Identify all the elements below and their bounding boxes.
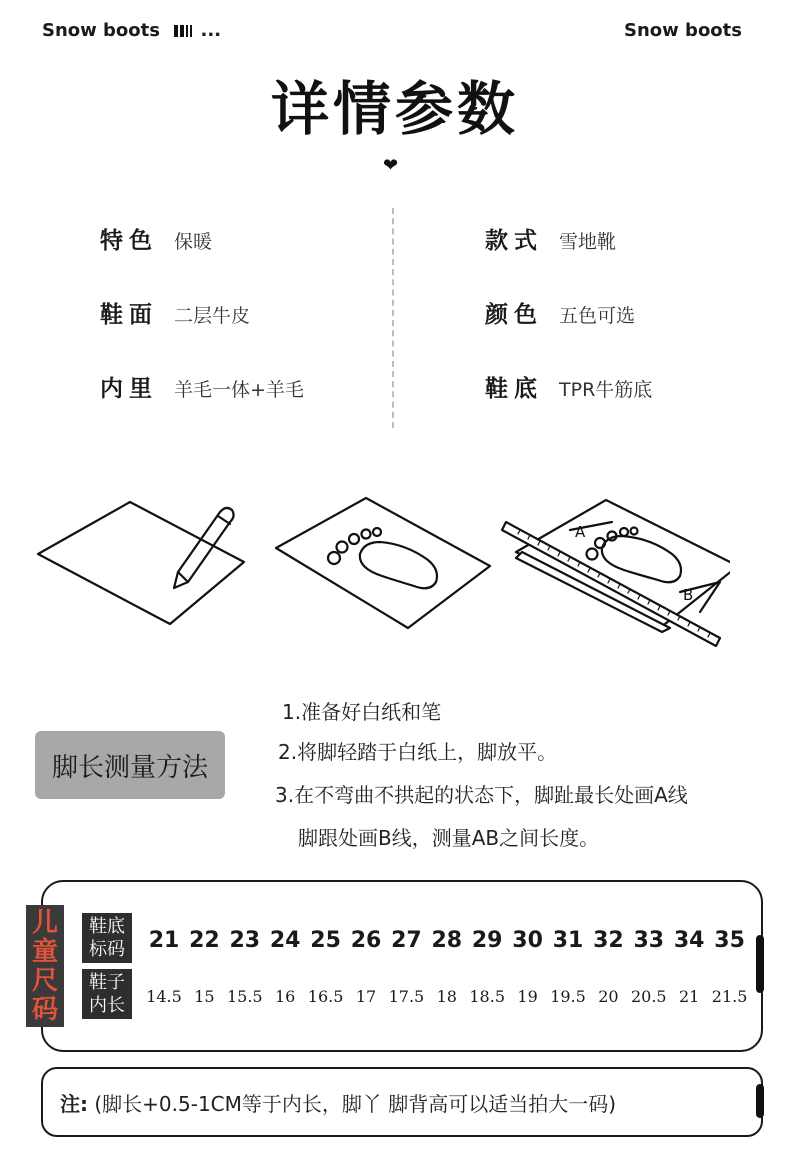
method-title-box: 脚长测量方法 [35,731,225,799]
inner-length-cell: 17 [355,987,377,1006]
param-feature [100,222,212,255]
size-code-cell: 23 [229,928,261,953]
size-code-cell: 34 [673,928,705,953]
inner-length-cell: 16.5 [307,987,344,1006]
size-code-cell: 22 [189,928,220,953]
inner-length-cell: 15.5 [226,987,263,1006]
size-code-cell: 35 [714,928,745,953]
note-end-cap [756,1084,764,1118]
inner-length-cell: 18.5 [469,987,505,1006]
inner-length-cell: 17.5 [388,987,425,1006]
size-code-cell: 21 [148,928,180,953]
param-style [485,222,616,255]
size-row-label-inner: 鞋子 内长 [82,969,132,1019]
param-color [485,296,635,329]
note-text: (脚长+0.5-1CM等于内长，脚丫 脚背高可以适当拍大一码) [94,1092,617,1116]
size-code-cell: 24 [269,928,301,953]
inner-length-cell: 19.5 [550,987,586,1006]
inner-length-cell: 16 [275,987,296,1006]
param-upper [100,296,250,329]
param-label: 款式 [485,228,543,254]
size-code-cell: 25 [310,928,341,953]
param-label: 特色 [100,228,158,254]
size-note [60,1088,616,1117]
param-value: 雪地靴 [559,231,617,253]
method-step-1: 1.准备好白纸和笔 [282,700,442,724]
inner-length-cell: 20 [598,987,619,1006]
size-chart-frame [41,880,763,1052]
size-chart-end-cap [756,935,764,993]
size-code-cell: 31 [552,928,584,953]
ruler-measure-icon [502,500,730,646]
brand-left-ellipsis: ... [200,20,222,41]
param-label: 内里 [100,376,158,402]
size-row-label-sole: 鞋底 标码 [82,913,132,963]
size-code-cell: 33 [633,928,665,953]
footprint-icon [276,498,490,628]
inner-length-cell: 21.5 [711,987,748,1006]
size-code-cell: 32 [593,928,624,953]
method-step-3-cont: 脚跟处画B线，测量AB之间长度。 [298,826,600,850]
inner-length-cell: 14.5 [146,987,182,1006]
inner-length-cell: 15 [194,987,215,1006]
param-value: 五色可选 [559,305,636,327]
line-b-label: B [683,586,694,604]
param-label: 颜色 [485,302,543,328]
inner-length-cell: 20.5 [630,987,667,1006]
param-divider [392,208,394,428]
inner-length-cell: 21 [679,987,700,1006]
size-code-cell: 28 [431,928,463,953]
param-sole [485,370,652,403]
inner-length-cell: 18 [436,987,457,1006]
size-category-label: 儿 童 尺 码 [26,905,64,1027]
measurement-illustration [30,490,730,660]
size-code-cell: 29 [471,928,503,953]
brand-left-text: Snow boots [42,20,160,41]
inner-length-cell: 19 [517,987,538,1006]
size-code-cell: 27 [391,928,422,953]
signal-bars-icon [174,21,194,42]
line-a-label: A [575,523,586,541]
param-value: 羊毛一体+羊毛 [174,379,304,401]
heart-icon: ❤ [383,155,399,176]
method-step-2: 2.将脚轻踏于白纸上，脚放平。 [278,740,558,764]
param-value: TPR牛筋底 [559,379,653,401]
size-code-cell: 26 [350,928,382,953]
page-title: 详情参数 [270,75,519,143]
param-lining [100,370,304,403]
brand-right: Snow boots [624,20,742,41]
param-value: 二层牛皮 [174,305,251,327]
param-value: 保暖 [174,231,213,253]
method-step-3: 3.在不弯曲不拱起的状态下，脚趾最长处画A线 [275,783,688,807]
param-label: 鞋底 [485,376,543,402]
size-code-cell: 30 [512,928,543,953]
paper-pencil-icon [38,502,244,624]
brand-left [42,20,221,42]
param-label: 鞋面 [100,302,158,328]
note-prefix: 注: [60,1092,88,1116]
